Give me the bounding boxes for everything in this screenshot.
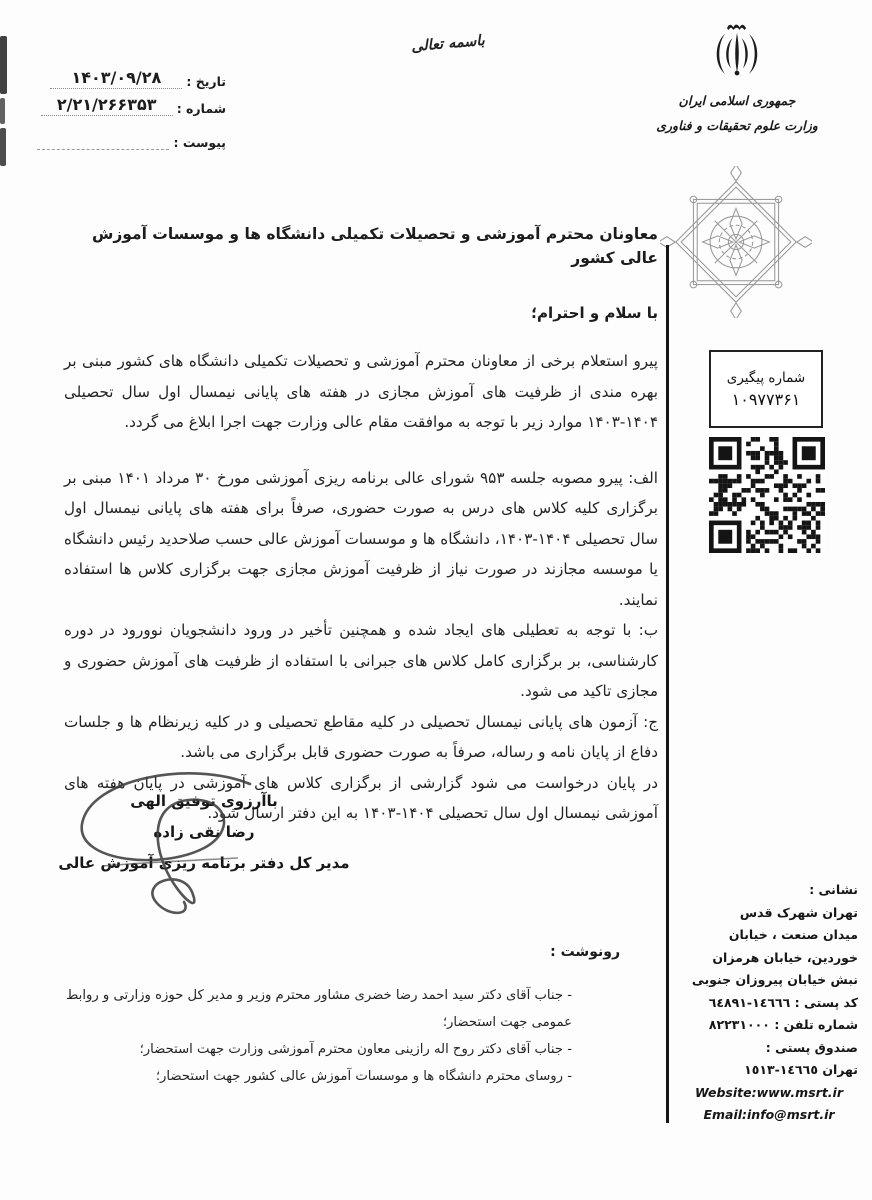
postal-code-label: کد پستی :: [794, 994, 858, 1010]
bismillah-text: باسمه تعالی: [410, 32, 486, 56]
cc-block: [64, 944, 620, 1090]
postal-code-line: [680, 992, 858, 1015]
date-label: تاریخ :: [186, 74, 226, 89]
cc-item: - روسای محترم دانشگاه ها و موسسات آموزش عالی کشور جهت استحضار؛: [155, 1069, 572, 1084]
letterhead-emblem-block: [652, 20, 822, 138]
signature-block: [28, 786, 380, 879]
number-row: [16, 95, 226, 116]
cc-item: - جناب آقای دکتر سید احمد رضا خضری مشاور محترم وزیر و مدیر کل حوزه وزارتی و روابط عمومی جهت استحضار؛: [66, 988, 572, 1030]
address-block: [678, 879, 858, 1127]
paragraph-be: ب: با توجه به تعطیلی های ایجاد شده و همچنین تأخیر در ورود دانشجویان نوورود در دوره کارشناسی، بر برگزاری کامل کلاس های جبرانی با استفاده از ظرفیت های آموزش حضوری و مجازی تاکید می شود.: [64, 621, 658, 700]
ornament-star-icon: [660, 166, 812, 322]
qr-code: [709, 437, 825, 553]
tracking-label: شماره پیگیری: [726, 369, 806, 386]
phone-label: شماره تلفن :: [774, 1017, 858, 1032]
postal-code-value: ١٤٦٦٦-٦٤٨٩١: [708, 994, 791, 1010]
attachment-row: [16, 132, 226, 150]
sidebar-divider: [666, 245, 669, 1123]
attachment-label: پیوست :: [173, 135, 226, 150]
po-box-line: [680, 1059, 858, 1082]
signatory-title: مدیر کل دفتر برنامه ریزی آموزش عالی: [58, 854, 350, 872]
closing-paragraph: در پایان درخواست می شود گزارشی از برگزاری کلاس های آموزشی در پایان هفته های آموزشی نیمسال اول سال تحصیلی ۱۴۰۴-۱۴۰۳ به این دفتر ارسال شود.: [64, 773, 658, 822]
phone-value: ٨٢٢٣١٠٠٠: [708, 1017, 770, 1032]
ministry-name: وزارت علوم تحقیقات و فناوری: [656, 118, 818, 133]
iran-emblem-icon: [652, 20, 822, 84]
paragraph-alef: الف: پیرو مصوبه جلسه ۹۵۳ شورای عالی برنامه ریزی آموزشی مورخ ۳۰ مرداد ۱۴۰۱ مبنی بر برگزاری کلیه کلاس های درس به صورت حضوری، صرفاً برای هفته های پایانی نیمسال اول سال تحصیلی ۱۴۰۴-۱۴۰۳، دانشگاه ها و موسسات آموزش عالی حسب صلاحدید رئیس دانشگاه یا موسسه مجازند در صورت نیاز از ظرفیت آموزش مجازی جهت برگزاری کلاس ها استفاده نمایند.: [64, 468, 658, 609]
number-value: ۲/۲۱/۲۶۶۳۵۳: [41, 95, 173, 116]
cc-item: - جناب آقای دکتر روح اله رازینی معاون محترم آموزشی وزارت جهت استحضار؛: [139, 1042, 572, 1057]
date-value: ۱۴۰۳/۰۹/۲۸: [50, 68, 182, 89]
paragraph-jim: ج: آزمون های پایانی نیمسال تحصیلی در کلیه مقاطع تحصیلی و در کلیه زیرنظام ها و جلسات دفاع از پایان نامه و رساله، صرفاً به صورت حضوری قابل برگزاری می باشد.: [64, 712, 658, 761]
scan-smudge: [0, 128, 6, 166]
po-box-value: ١٤٦٦٥-١٥١٣: [744, 1062, 818, 1077]
cc-items: [64, 982, 572, 1090]
cc-label: رونوشت :: [550, 944, 620, 960]
po-box-label: صندوق پستی :: [765, 1039, 858, 1055]
tracking-number: ۱۰۹۷۷۳۶۱: [731, 389, 801, 409]
country-name: جمهوری اسلامی ایران: [678, 93, 796, 108]
email-text: Email:info@msrt.ir: [703, 1107, 835, 1122]
phone-line: [680, 1014, 858, 1037]
po-box-city: تهران: [822, 1062, 858, 1077]
attachment-value: [37, 132, 169, 150]
letter-meta-block: [16, 68, 226, 156]
scan-smudge: [0, 98, 5, 124]
tracking-box: [709, 350, 823, 428]
recipient-line: معاونان محترم آموزشی و تحصیلات تکمیلی دانشگاه ها و موسسات آموزش عالی کشور: [91, 225, 658, 267]
signatory-name: رضا نقی زاده: [153, 823, 255, 841]
date-row: [16, 68, 226, 89]
address-line: تهران شهرک قدس: [739, 904, 858, 920]
letter-body: [64, 222, 658, 829]
address-line: نبش خیابان پیروزان جنوبی: [691, 972, 858, 987]
website-text: Website:www.msrt.ir: [695, 1084, 843, 1100]
scan-smudge: [0, 36, 7, 94]
address-line: خوردین، خیابان هرمزان: [712, 949, 858, 965]
address-line: میدان صنعت ، خیابان: [728, 927, 858, 942]
number-label: شماره :: [176, 101, 226, 116]
signature-wish: باآرزوی توفیق الهی: [130, 792, 278, 810]
address-title: نشانی :: [809, 882, 858, 897]
intro-paragraph: پیرو استعلام برخی از معاونان محترم آموزشی و تحصیلات تکمیلی دانشگاه های کشور مبنی بر بهره مندی از ظرفیت های آموزش مجازی در هفته های پایانی نیمسال اول سال تحصیلی ۱۴۰۴-۱۴۰۳ موارد زیر با توجه به موافقت مقام عالی وزارت جهت اجرا ابلاغ می گردد.: [64, 352, 658, 431]
salutation: با سلام و احترام؛: [531, 304, 658, 322]
